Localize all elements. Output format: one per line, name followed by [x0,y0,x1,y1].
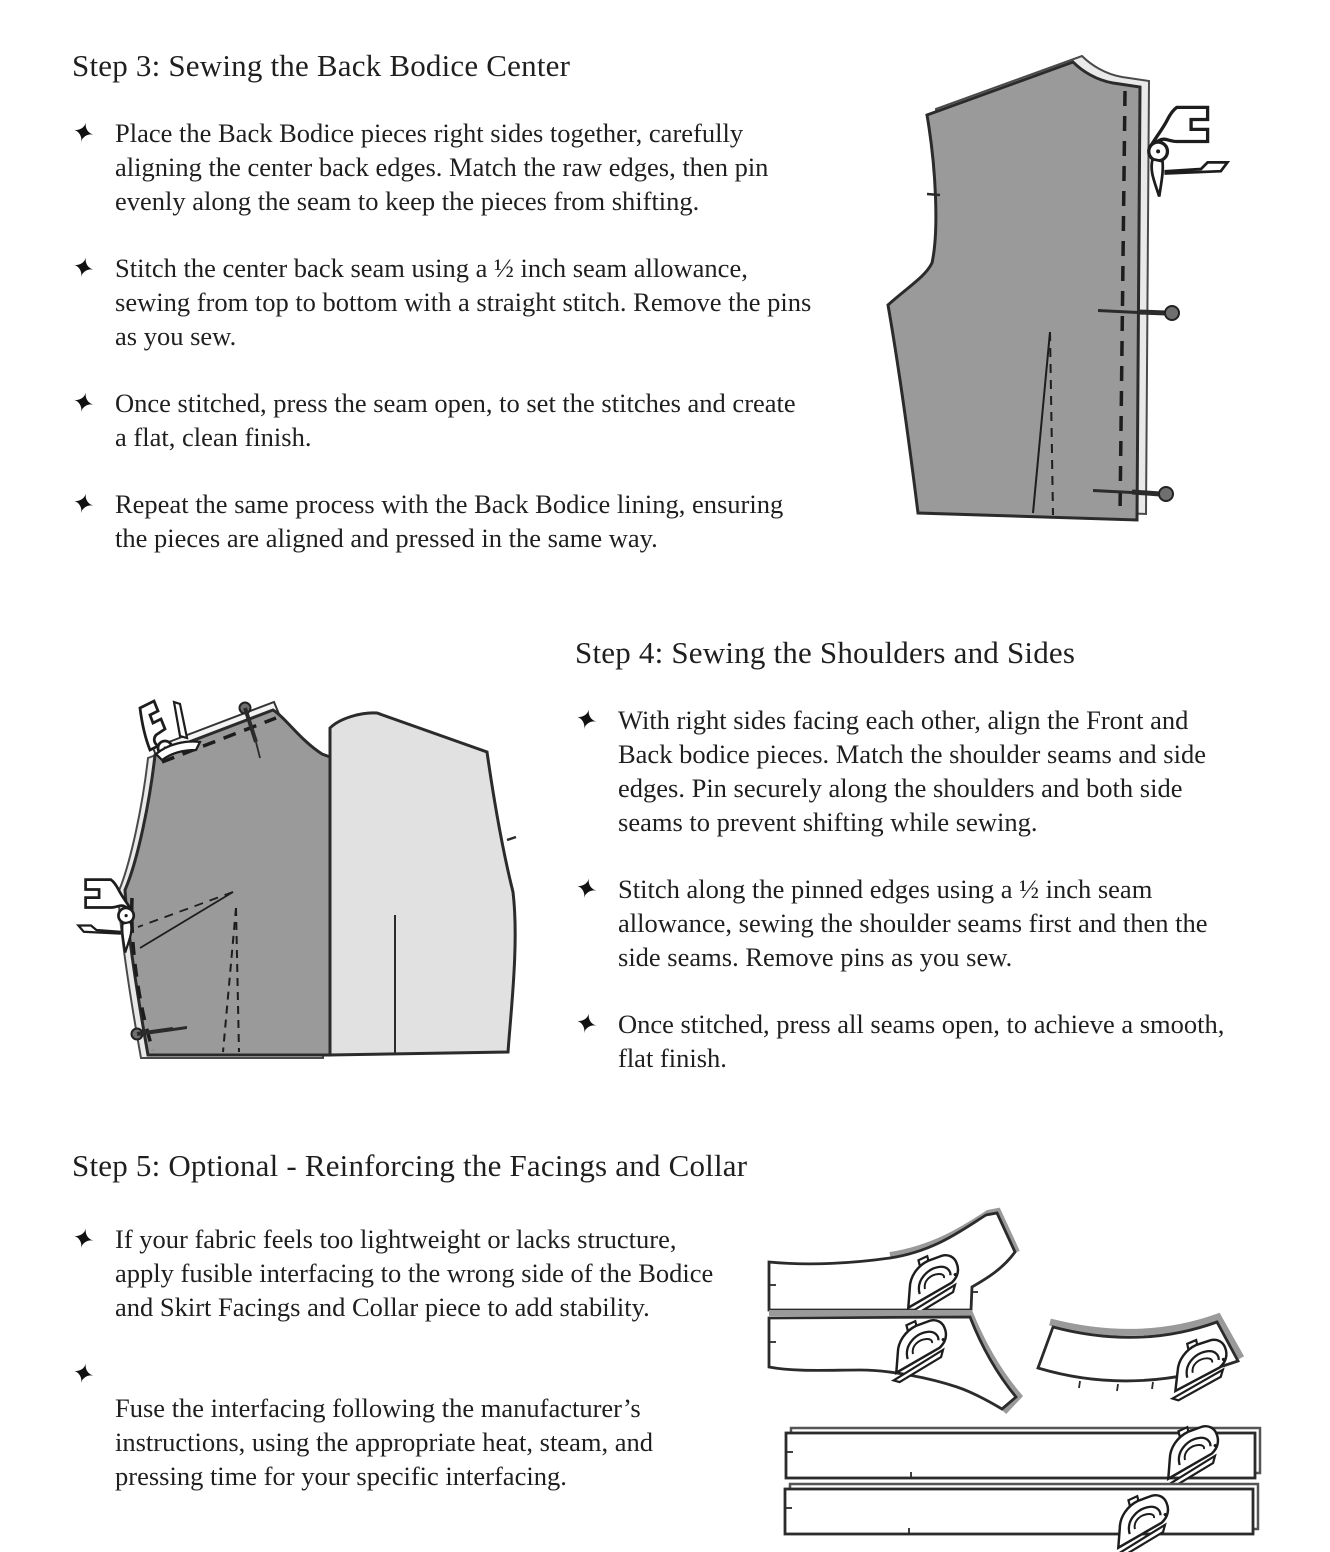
list-item [68,250,812,353]
facings-collar-interfacing-illustration [740,1200,1330,1552]
star-bullet-icon: ✦ [68,385,98,421]
list-item [68,1356,732,1493]
star-bullet-icon: ✦ [571,1006,601,1042]
bullet-text: Once stitched, press all seams open, to achieve a smooth, flat finish. [618,1009,1225,1073]
bullet-text: Stitch the center back seam using a ½ inch seam allowance, sewing from top to bottom with a straight stitch. Remove the pins as you sew. [115,253,812,351]
back-bodice-piece [888,62,1140,520]
step3-heading: Step 3: Sewing the Back Bodice Center [72,48,571,83]
bodice-facing-piece [769,1313,1019,1412]
bullet-text: If your fabric feels too lightweight or lacks structure, apply fusible interfacing to the wrong side of the Bodice and Skirt Facings and Collar piece to add stability. [115,1224,714,1322]
bullet-text: Once stitched, press the seam open, to set the stitches and create a flat, clean finish. [115,388,796,452]
step4-bullet-list [571,702,1230,1075]
presser-foot-icon [140,701,200,760]
star-bullet-icon: ✦ [571,871,601,907]
bullet-text: With right sides facing each other, align the Front and Back bodice pieces. Match the shoulder seams and side edges. Pin securely along the shoulders and both side seams to prevent shifting while sewing. [618,705,1206,837]
notch-mark [927,194,940,195]
bullet-text: Stitch along the pinned edges using a ½ inch seam allowance, sewing the shoulder seams first and then the side seams. Remove pins as you sew. [618,874,1208,972]
back-bodice-piece [330,713,515,1055]
step3-bullet-list [68,115,812,555]
list-item [68,1221,732,1324]
list-item [68,115,812,218]
step5-bullet-list [68,1221,732,1493]
list-item [571,871,1230,974]
list-item [571,702,1230,839]
front-back-bodice-pinned-illustration [70,680,530,1080]
bullet-text: Place the Back Bodice pieces right sides together, carefully aligning the center back edges. Match the raw edges, then pin evenly along the seam to keep the pieces from shifting. [115,118,769,216]
bullet-text: Fuse the interfacing following the manufacturer’s instructions, using the appropriate heat, steam, and pressing time for your specific interfacing. [115,1393,653,1491]
list-item [571,1006,1230,1075]
list-item [68,385,812,454]
presser-foot-icon [1149,107,1228,196]
step5-heading: Step 5: Optional - Reinforcing the Facings and Collar [72,1148,748,1183]
star-bullet-icon: ✦ [68,115,98,151]
list-item [68,486,812,555]
skirt-facing-strip [785,1484,1258,1535]
front-bodice-piece [125,710,330,1055]
star-bullet-icon: ✦ [68,250,98,286]
star-bullet-icon: ✦ [68,486,98,522]
star-bullet-icon: ✦ [571,702,601,738]
bullet-text: Repeat the same process with the Back Bodice lining, ensuring the pieces are aligned and pressed in the same way. [115,489,784,553]
star-bullet-icon: ✦ [68,1221,98,1257]
notch-mark [507,837,516,840]
step4-heading: Step 4: Sewing the Shoulders and Sides [575,635,1076,670]
bodice-facing-piece [769,1211,1017,1310]
back-bodice-center-seam-illustration [870,55,1330,570]
star-bullet-icon: ✦ [68,1356,98,1392]
